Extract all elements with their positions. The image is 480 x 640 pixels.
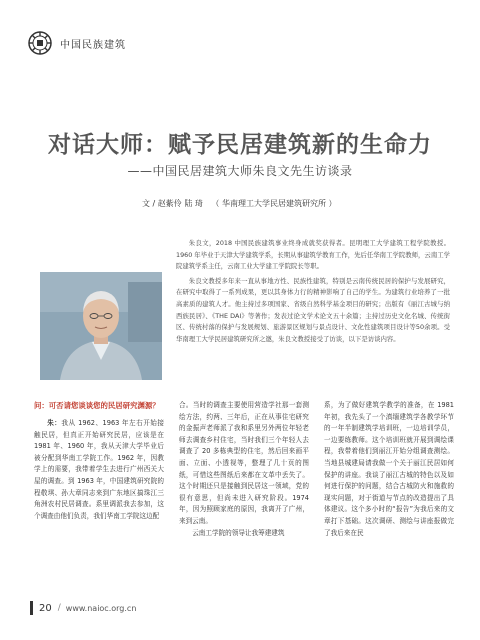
article-body-columns [34,400,454,596]
footer-url-link[interactable]: www.naioc.org.cn [65,603,137,613]
answer-text-2: 合。当时的调查主要使用营造学社那一套测绘方法，约两、三年后，正在从事住宅研究的金振声老师派了我和系里另外两位年轻老师去调查乡村住宅，当时我们三个年轻人去调查了 20 多栋典型的住宅，然后回来画平面、立面、小透视等，整理了几十页的图纸，可惜这些图纸后来都在文革中丢失了。这个时期还只是接触到民居这一领域，党的很有意思，但尚未进入研究阶段。1974 年，因为照顾家庭的原因，我离开了广州，来到云南。 [179,401,309,525]
magazine-header [28,30,126,56]
intro-paragraph-bio: 朱良文，2018 中国民族建筑事业终身成就奖获得者。昆明理工大学建筑工程学院教授。1960 年毕业于天津大学建筑学系，长期从事建筑学教育工作，先后任华南工学院教师，云南工学院建筑学系主任，云南工业大学建工学院院长等职。 [176,239,450,271]
intro-paragraph-research: 朱良文教授多年来一直从事地方性、民族性建筑，特别是云南传统民居的保护与发展研究，在研究中取得了一系列成果，更以其身体力行的精神影响了自己的学生。为建筑行业培养了一批高素质的建筑人才。他主持过多项国家、省级自然科学基金项目的研究；出版有《丽江古城与纳西族民居》、《THE DAI》等著作；发表过论文学术论文五十余篇；主持过历史文化名城、传统街区、传统村落的保护与发展规划、旅游景区规划与景点设计、文化性建筑项目设计等50余项。受华南理工大学民居建筑研究所之邀，朱良文教授接受了访谈，以下是访谈内容。 [176,276,450,343]
article-intro [176,238,450,348]
body-column-1 [34,400,164,596]
answer-text-1: 我从 1962、1963 年左右开始接触民居，但真正开始研究民居，应该是在 1981 年、1960 年，我从天津大学毕业后被分配到华南工学院工作。1962 年，因教学上的需要，我带着学生去进行广州西关大屋的调查。到 1963 年，中国建筑研究院的程敬琪、孙大章同志来到广东地区搞珠江三角洲农村民居调查。系里调派我去参加，这个调查由他们负责，我们华南工学院这边配 [34,419,164,520]
magazine-name: 中国民族建筑 [60,39,126,51]
footer-bar [30,601,33,615]
answer-text-3: 系，为了做好建筑学教学的准备，在 1981 年初，我先头了一个滇缅建筑学各教学环节的一年半制建筑学培训班，一边培训学员，一边要练教师。这个培训班就开展到调绘课程，我带着他们到丽江开始分组调查测绘。当地县城建局请我做一个关于丽江民居如何保护的讲座。我谈了丽江古城的特色以及如何进行保护的问题，结合古城防火和施救的现实问题，对于街道与节点的改造提出了具体建议。这个多小时的“报告”为我后来的文章打下基础。这次调研、测绘与讲座报做完了我后来在民 [324,401,454,537]
footer-separator: / [57,603,61,613]
article-byline [142,198,343,209]
page-number: 20 [39,602,52,614]
byline-authors: 文 / 赵紫伶 陆 琦 [142,199,203,208]
portrait-photo [40,272,162,380]
answer-label: 朱： [47,419,62,427]
interview-question: 问：可否请您谈谈您的民居研究渊源？ [34,401,160,410]
body-column-3 [324,400,454,596]
body-paragraph [34,418,164,522]
magazine-logo-icon [28,31,52,55]
article-subtitle: ——中国民居建筑大师朱良文先生访谈录 [127,164,353,178]
byline-affiliation: （ 华南理工大学民居建筑研究所 ） [211,199,337,208]
article-title: 对话大师：赋予民居建筑新的生命力 [48,132,432,158]
answer-text-2b: 云南工学院的领导让我筹建建筑 [192,528,285,537]
page-footer [30,600,136,616]
body-column-2 [179,400,309,596]
